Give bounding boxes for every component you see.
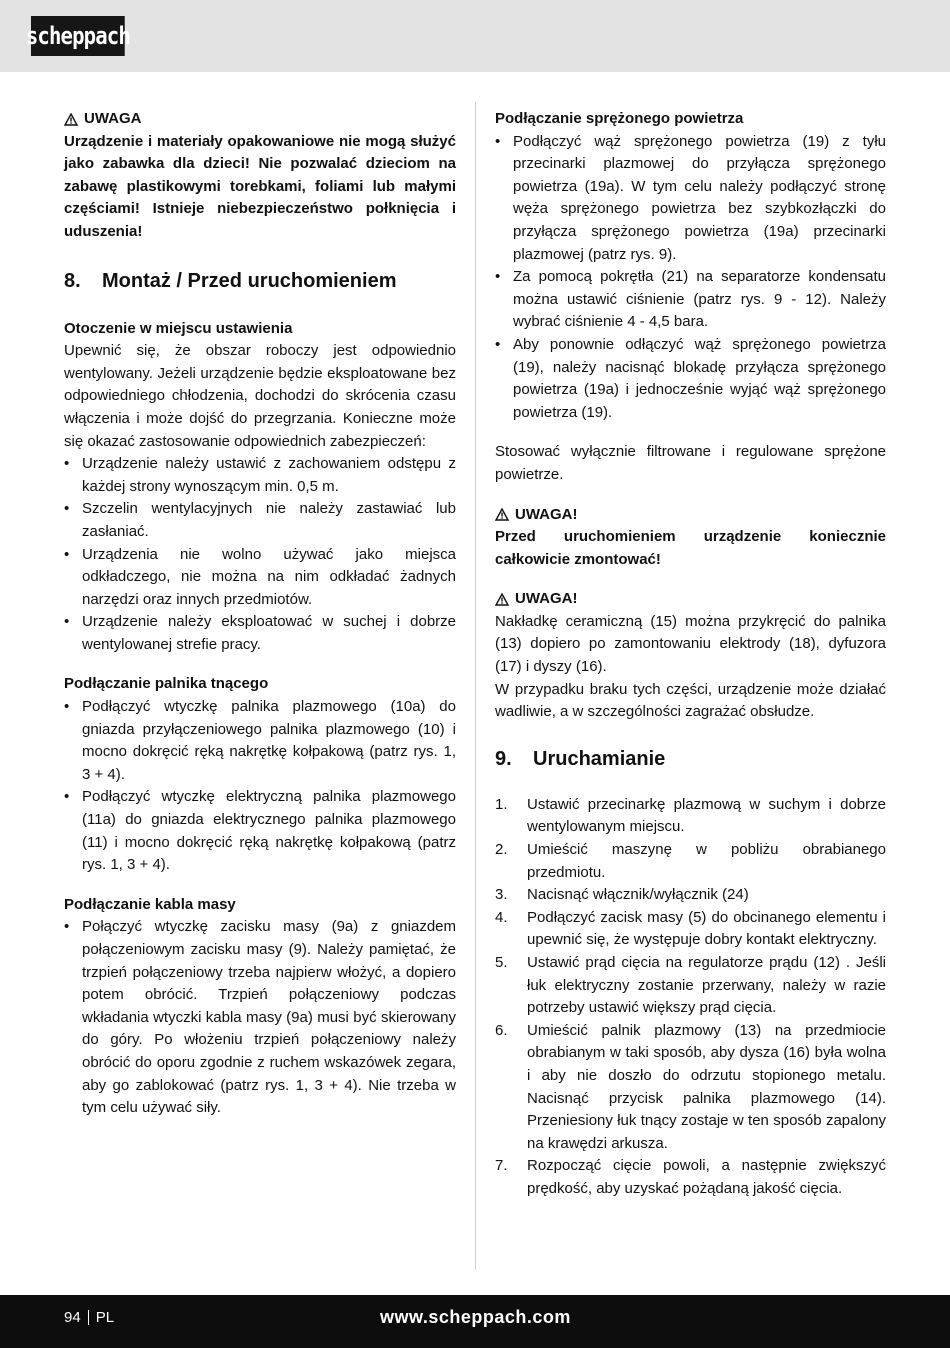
warning-title-text: UWAGA! [515, 590, 578, 608]
step-item [495, 794, 886, 839]
step-number: 4. [495, 908, 508, 926]
scheppach-logo: scheppach [31, 16, 125, 56]
website-link[interactable]: www.scheppach.com [380, 1307, 571, 1327]
warning-title-text: UWAGA [84, 110, 142, 127]
step-item [495, 952, 886, 1020]
section-number: 8. [64, 269, 81, 292]
warning-title [495, 588, 886, 611]
environment-intro: Upewnić się, że obszar roboczy jest odpowiednio wentylowany. Jeżeli urządzenie będzie eksploatowane bez odpowiedniego chłodzenia, dochodzi do skrócenia czasu włączenia i może dojść do przegrzania. Konieczne może się okazać zastosowanie odpowiednich zabezpieczeń: [64, 342, 456, 450]
page-header [0, 0, 950, 72]
list-item: • Połączyć wtyczkę zacisku masy (9a) z gniazdem połączeniowym zacisku masy (9). Należy pamiętać, że trzpień połączeniowy trzeba najpierw włożyć, a dopiero potem obrócić. Trzpień połączeniowy podczas wkładania wtyczki kabla masy (9a) musi być skierowany do góry. Po włożeniu trzpień połączeniowy należy obrócić do oporu zgodnie z ruchem wskazówek zegara, aby go zablokować (patrz rys. 1, 3 + 4). Nie trzeba w tym celu używać siły. [64, 916, 456, 1119]
step-number: 5. [495, 954, 508, 971]
warning-text: Urządzenie i materiały opakowaniowe nie mogą służyć jako zabawka dla dzieci! Nie pozwalać dzieciom na zabawę plastikowymi torebkami, foliami lub małymi częściami! Istnieje niebezpieczeństwo połknięcia i uduszenia! [64, 132, 456, 240]
list-item: • Urządzenie należy ustawić z zachowaniem odstępu z każdej strony wynoszącym min. 0,5 m. [64, 453, 456, 498]
step-number: 7. [495, 1157, 508, 1175]
section-title: Montaż / Przed uruchomieniem [102, 269, 397, 292]
ground-list [64, 916, 456, 1119]
section-8-heading [64, 268, 456, 294]
step-item [495, 884, 886, 907]
subheading-air: Podłączanie sprężonego powietrza [495, 110, 744, 127]
step-item [495, 1020, 886, 1156]
warning-text: W przypadku braku tych części, urządzenie może działać wadliwie, a w szczególności zagrażać obsłudze. [495, 680, 886, 721]
warning-title-text: UWAGA! [515, 505, 578, 523]
warning-title [495, 504, 886, 527]
section-9-heading [495, 746, 886, 772]
environment-list [64, 453, 456, 656]
step-number: 6. [495, 1021, 508, 1039]
list-item: • Podłączyć wtyczkę elektryczną palnika plazmowego (11a) do gniazda elektrycznego palnika plazmowego (11) i mocno dokręcić ręką nakrętkę kołpakową (patrz rys. 1, 3 + 4). [64, 786, 456, 876]
startup-steps [495, 794, 886, 1201]
torch-list [64, 696, 456, 877]
step-text: Rozpocząć cięcie powoli, a następnie zwiększyć prędkość, aby uzyskać pożądaną jakość cięcia. [527, 1157, 886, 1197]
step-item [495, 1155, 886, 1200]
language-code: PL [95, 1309, 115, 1326]
step-text: Ustawić prąd cięcia na regulatorze prądu (12) . Jeśli łuk elektryczny zostanie przerwany, należy w razie potrzeby ustawić większy prąd cięcia. [527, 954, 886, 1017]
page-footer [0, 1295, 950, 1348]
step-text: Umieścić palnik plazmowy (13) na przedmiocie obrabianym w taki sposób, aby dysza (16) była wolna i aby nie doszło do odrzutu stopionego metalu. Nacisnąć przycisk palnika plazmowego (14). Przeniesiony łuk tnący zostaje w ten sposób zapalony na krawędzi arkusza. [527, 1021, 886, 1152]
page-number [64, 1309, 114, 1326]
list-item: • Aby ponownie odłączyć wąż sprężonego powietrza (19), należy nacisnąć blokadę przyłącza sprężonego powietrza (19a) i jednocześnie wyjąć wąż sprężonego powietrza (19). [495, 334, 886, 424]
list-item: • Podłączyć wtyczkę palnika plazmowego (10a) do gniazda przyłączeniowego palnika plazmowego (10) i mocno dokręcić ręką nakrętkę kołpakową (patrz rys. 1, 3 + 4). [64, 696, 456, 786]
list-item: • Szczelin wentylacyjnych nie należy zastawiać lub zasłaniać. [64, 498, 456, 543]
warning-triangle-icon [64, 113, 78, 126]
warning-title [64, 108, 456, 131]
list-item: • Za pomocą pokrętła (21) na separatorze kondensatu można ustawić ciśnienie (patrz rys. 9 - 12). Należy wybrać ciśnienie 4 - 4,5 bara. [495, 266, 886, 334]
section-number: 9. [495, 747, 512, 770]
subheading-environment: Otoczenie w miejscu ustawienia [64, 319, 293, 337]
warning-text: Nakładkę ceramiczną (15) można przykręcić do palnika (13) dopiero po zamontowaniu elektrody (18), dyfuzora (17) i dyszy (16). [495, 612, 886, 676]
column-divider [475, 102, 476, 1270]
subheading-torch: Podłączanie palnika tnącego [64, 675, 269, 693]
step-number: 1. [495, 795, 508, 813]
list-item: • Urządzenie należy eksploatować w suchej i dobrze wentylowanej strefie pracy. [64, 611, 456, 656]
step-text: Podłączyć zacisk masy (5) do obcinanego elementu i upewnić się, że występuje dobry kontakt elektryczny. [527, 908, 886, 949]
left-column [64, 108, 456, 1120]
list-item: • Urządzenia nie wolno używać jako miejsca odkładczego, nie można na nim odkładać żadnych narzędzi oraz innych przedmiotów. [64, 544, 456, 612]
section-title: Uruchamianie [533, 747, 666, 770]
step-text: Ustawić przecinarkę plazmową w suchym i dobrze wentylowanym miejscu. [527, 795, 886, 836]
list-item: • Podłączyć wąż sprężonego powietrza (19) z tyłu przecinarki plazmowej do przyłącza sprężonego powietrza (19a). W tym celu należy podłączyć stronę węża sprężonego powietrza bez szybkozłączki do przyłącza sprężonego powietrza (19a) przecinarki plazmowej (patrz rys. 9). [495, 131, 886, 267]
page-number-value: 94 [64, 1309, 81, 1326]
subheading-ground: Podłączanie kabla masy [64, 895, 236, 913]
step-number: 3. [495, 886, 508, 904]
warning-triangle-icon [495, 593, 509, 606]
footer-separator [88, 1310, 89, 1325]
step-item [495, 907, 886, 952]
step-item [495, 839, 886, 884]
air-list [495, 131, 886, 425]
right-column [495, 108, 886, 1201]
step-text: Nacisnąć włącznik/wyłącznik (24) [527, 886, 749, 904]
warning-text: Przed uruchomieniem urządzenie koniecznie całkowicie zmontować! [495, 528, 886, 568]
air-note: Stosować wyłącznie filtrowane i regulowane sprężone powietrze. [495, 443, 886, 483]
step-text: Umieścić maszynę w pobliżu obrabianego przedmiotu. [527, 841, 886, 881]
warning-triangle-icon [495, 508, 509, 521]
step-number: 2. [495, 841, 508, 859]
